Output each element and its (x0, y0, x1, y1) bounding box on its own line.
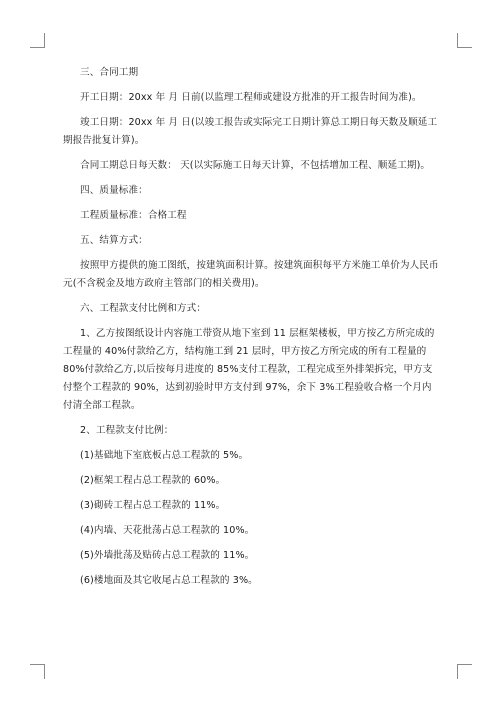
section-heading-payment: 六、工程款支付比例和方式： (80, 303, 207, 314)
quality-standard-paragraph: 工程质量标准：合格工程 (80, 210, 187, 221)
list-item: (6)楼地面及其它收尾占总工程款的 3%。 (80, 575, 258, 586)
settlement-paragraph: 按照甲方提供的施工图纸，按建筑面积计算。按建筑面积每平方米施工单价为人民币 元(不含税金及地方政府主管部门的相关费用)。 (63, 260, 439, 289)
crop-mark-bottom-right (457, 664, 472, 679)
list-item: (5)外墙批荡及贴砖占总工程款的 11%。 (80, 550, 255, 561)
section-heading-settlement: 五、结算方式： (80, 235, 148, 246)
payment-ratio-heading: 2、工程款支付比例： (80, 425, 174, 436)
document-body (63, 64, 441, 590)
crop-mark-top-left (30, 33, 45, 48)
list-item: (1)基础地下室底板占总工程款的 5%。 (80, 450, 249, 461)
total-duration-paragraph: 合同工期总日每天数： 天(以实际施工日每天计算，不包括增加工程、顺延工期)。 (80, 160, 431, 171)
list-item: (3)砌砖工程占总工程款的 11%。 (80, 500, 226, 511)
completion-date-paragraph: 竣工日期：20xx 年 月 日(以竣工报告或实际完工日期计算总工期日每天数及顺延工期报告批复计算)。 (63, 117, 438, 146)
payment-terms-paragraph: 1、乙方按图纸设计内容施工带资从地下室到 11 层框架楼板，甲方按乙方所完成的工程量的 40%付款给乙方，结构施工到 21 层时，甲方按乙方所完成的所有工程量的 80%付款给乙方,以后按每月进度的 85%支付工程款，工程完成至外排架拆完，甲方支付整个工程款的 90%，达到初验时甲方支付到 97%，余下 3%工程验收合格一个月内付清全部工程款。 (63, 328, 435, 411)
start-date-paragraph: 开工日期：20xx 年 月 日前(以监理工程师或建设方批准的开工报告时间为准)。 (80, 92, 422, 103)
crop-mark-bottom-left (30, 664, 45, 679)
list-item: (2)框架工程占总工程款的 60%。 (80, 475, 226, 486)
section-heading-quality: 四、质量标准： (80, 185, 148, 196)
section-heading-contract-period: 三、合同工期 (80, 67, 139, 78)
crop-mark-top-right (457, 33, 472, 48)
list-item: (4)内墙、天花批荡占总工程款的 10%。 (80, 525, 255, 536)
